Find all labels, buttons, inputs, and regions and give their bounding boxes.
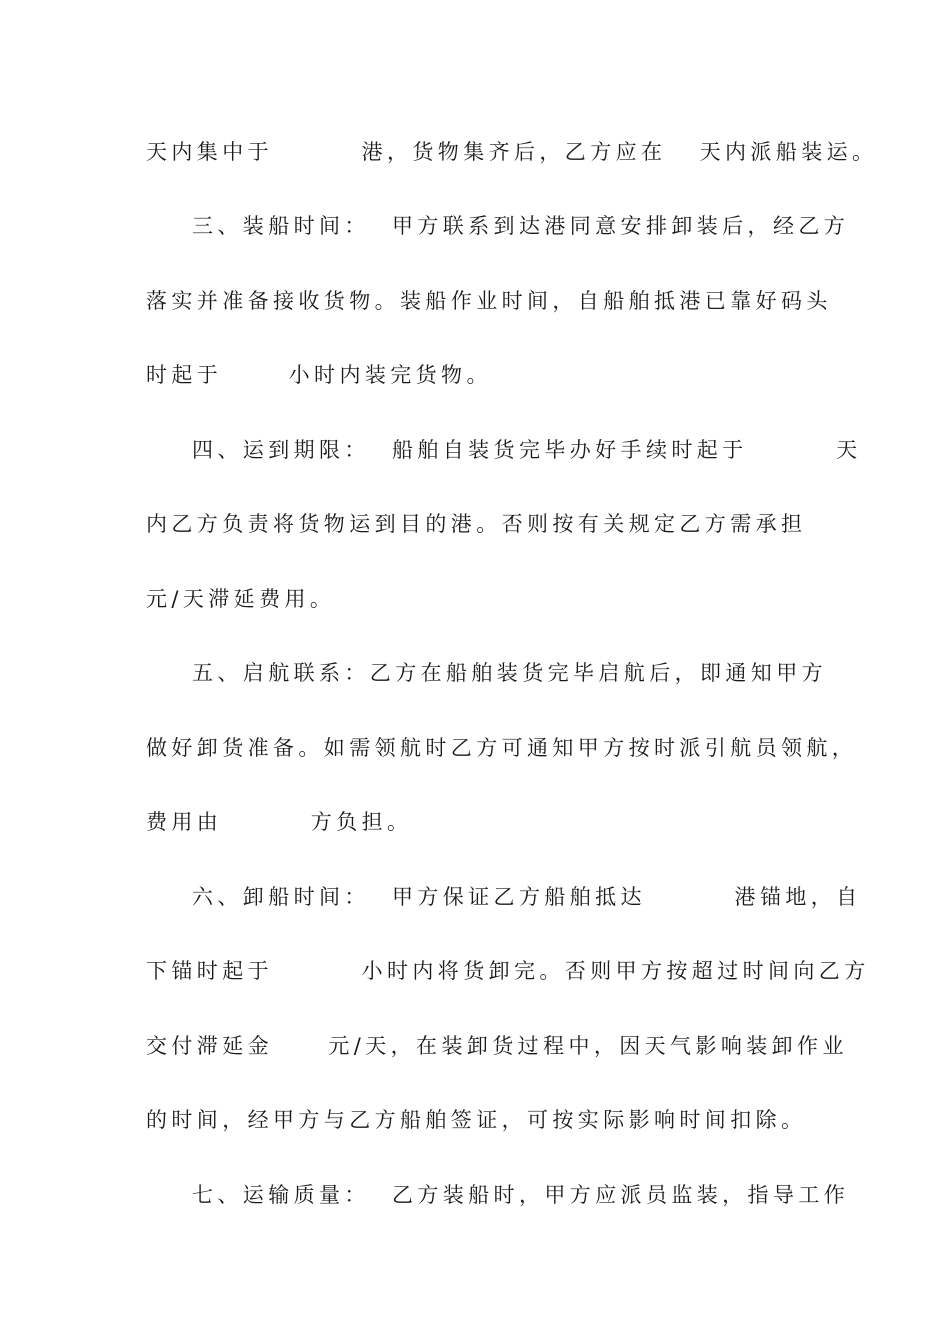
text-line: 内乙方负责将货物运到目的港。否则按有关规定乙方需承担 [146, 512, 807, 536]
text-line: 的时间，经甲方与乙方船舶签证，可按实际影响时间扣除。 [146, 1108, 807, 1132]
section-heading-line: 四、运到期限： 船舶自装货完毕办好手续时起于 天 [192, 438, 862, 462]
text-line: 费用由 方负担。 [146, 810, 413, 834]
text-line: 下锚时起于 小时内将货卸完。否则甲方按超过时间向乙方 [146, 959, 870, 983]
text-line: 落实并准备接收货物。装船作业时间，自船舶抵港已靠好码头 [146, 289, 832, 313]
section-heading-line: 五、启航联系：乙方在船舶装货完毕启航后，即通知甲方 [192, 661, 827, 685]
section-heading-line: 七、运输质量： 乙方装船时，甲方应派员监装，指导工作 [192, 1183, 850, 1207]
text-line: 天内集中于 港，货物集齐后，乙方应在 天内派船装运。 [146, 140, 878, 164]
text-line: 交付滞延金 元/天，在装卸货过程中，因天气影响装卸作业 [146, 1034, 848, 1058]
text-line: 元/天滞延费用。 [146, 587, 336, 611]
text-line: 时起于 小时内装完货物。 [146, 363, 492, 387]
text-line: 做好卸货准备。如需领航时乙方可通知甲方按时派引航员领航， [146, 736, 858, 760]
section-heading-line: 六、卸船时间： 甲方保证乙方船舶抵达 港锚地，自 [192, 885, 862, 909]
section-heading-line: 三、装船时间： 甲方联系到达港同意安排卸装后，经乙方 [192, 214, 850, 238]
